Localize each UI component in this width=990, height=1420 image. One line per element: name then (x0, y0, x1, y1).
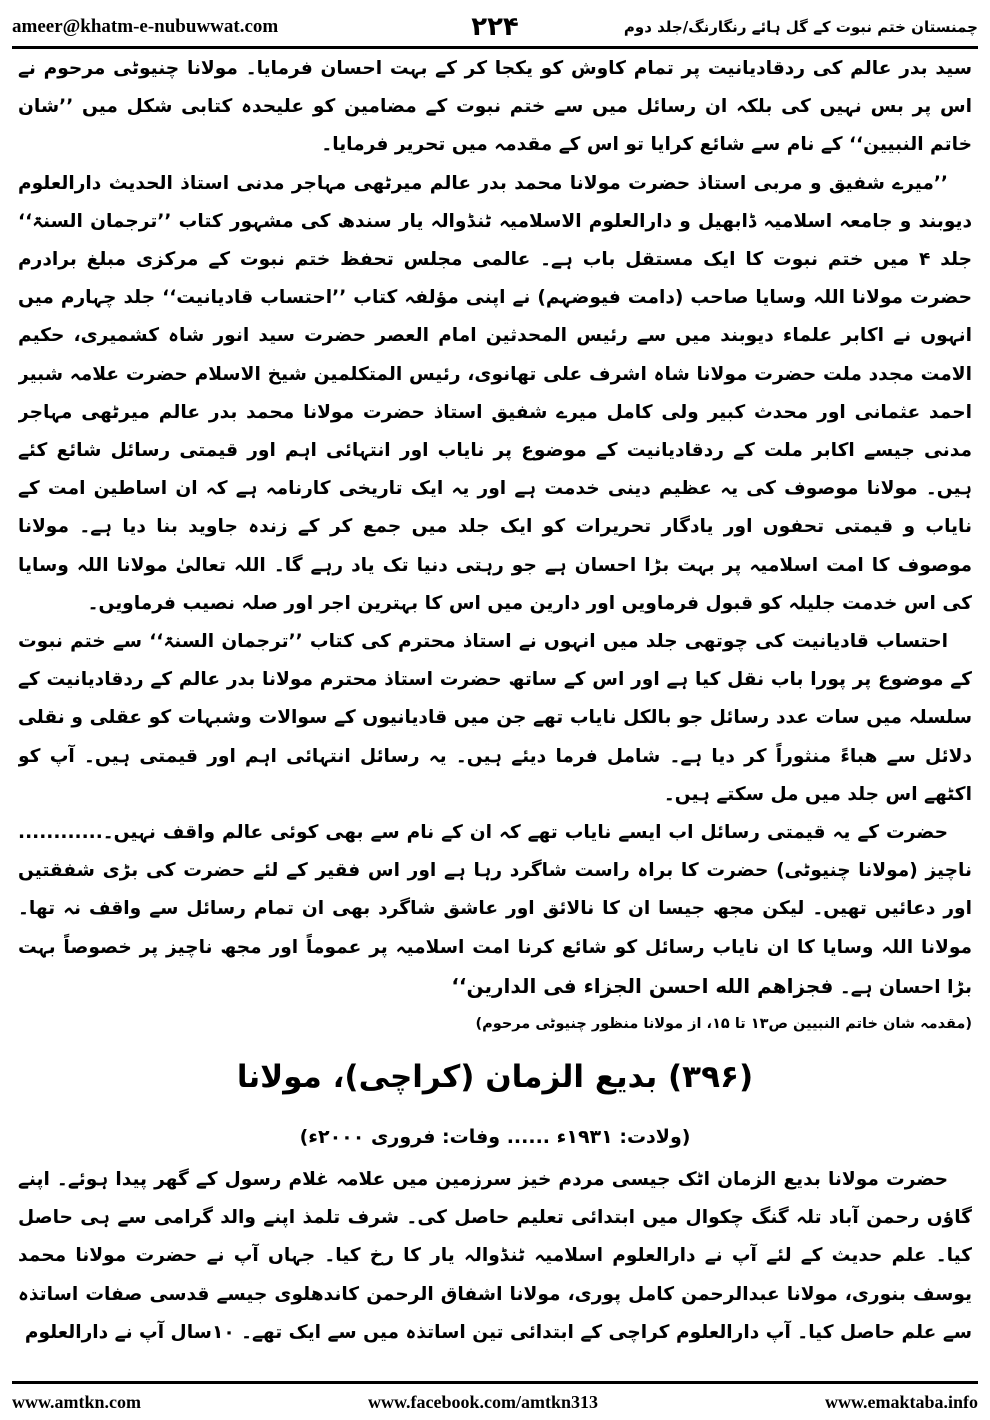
paragraph-rasail-text: حضرت کے یہ قیمتی رسائل اب ایسے نایاب تھے کہ ان کے نام سے بھی کوئی عالم واقف نہیں۔............ ناچیز (مولانا چنیوٹی) حضرت کا براہ راست شاگرد رہا ہے اور اس فقیر کے لئے حضرت کی بڑی شفقتیں اور دعائیں تھیں۔ لیکن مجھ جیسا ان کا نالائق اور عاشق شاگرد بھی ان تمام رسائل سے واقف نہ تھا۔ مولانا اللہ وسایا کا ان نایاب رسائل کو شائع کرنا امت اسلامیہ پر عموماً اور مجھ ناچیز پر خصوصاً بہت بڑا احسان ہے۔ (18, 822, 972, 998)
birth-death-dates: (ولادت: ۱۹۳۱ء ...... وفات: فروری ۲۰۰۰ء) (299, 1126, 691, 1149)
page-number: ۲۲۴ (471, 12, 519, 42)
book-title: چمنستان ختم نبوت کے گل ہائے رنگارنگ/جلد دوم (623, 18, 978, 36)
footer-link-amtkn[interactable]: www.amtkn.com (12, 1391, 141, 1412)
paragraph-intro: سید بدر عالم کی ردقادیانیت پر تمام کاوش کو یکجا کر کے بہت احسان فرمایا۔ مولانا چنیوٹی مرحوم نے اس پر بس نہیں کی بلکہ ان رسائل میں سے ختم نبوت کے مضامین کو علیحدہ کتابی شکل میں ’’شان خاتم النبیین‘‘ کے نام سے شائع کرایا تو اس کے مقدمہ میں تحریر فرمایا۔ (18, 58, 972, 156)
paragraph-biography: حضرت مولانا بدیع الزمان اٹک جیسی مردم خیز سرزمین میں علامہ غلام رسول کے گھر پیدا ہوئے۔ اپنے گاؤں رحمن آباد تلہ گنگ چکوال میں ابتدائی تعلیم حاصل کی۔ شرف تلمذ اپنے والد گرامی سے ہی حاصل کیا۔ علم حدیث کے لئے آپ نے دارالعلوم اسلامیہ ٹنڈوالہ یار کا رخ کیا۔ جہاں آپ نے حضرت مولانا محمد یوسف بنوری، مولانا عبدالرحمن کامل پوری، مولانا اشفاق الرحمن کاندھلوی جیسے قدسی صفات اساتذہ سے علم حاصل کیا۔ آپ دارالعلوم کراچی کے ابتدائی تین اساتذہ میں سے ایک تھے۔ ۱۰سال آپ نے دارالعلوم (18, 1169, 972, 1343)
paragraph-quote: ’’میرے شفیق و مربی استاذ حضرت مولانا محمد بدر عالم میرٹھی مہاجر مدنی استاذ الحدیث دارالعلوم دیوبند و جامعہ اسلامیہ ڈابھیل و دارالعلوم الاسلامیہ ٹنڈوالہ یار سندھ کی مشہور کتاب ’’ترجمان السنۃ‘‘ جلد ۴ میں ختم نبوت کا ایک مستقل باب ہے۔ عالمی مجلس تحفظ ختم نبوت کے مرکزی مبلغ برادرم حضرت مولانا اللہ وسایا صاحب (دامت فیوضہم) نے اپنی مؤلفہ کتاب ’’احتساب قادیانیت‘‘ جلد چہارم میں انہوں نے اکابر علماء دیوبند میں سے رئیس المحدثین امام العصر حضرت سید انور شاہ کشمیری، حکیم الامت مجدد ملت حضرت مولانا شاہ اشرف علی تھانوی، رئیس المتکلمین شیخ الاسلام حضرت علامہ شبیر احمد عثمانی اور محدث کبیر ولی کامل میرے شفیق استاذ حضرت مولانا محمد بدر عالم میرٹھی مہاجر مدنی جیسے اکابر ملت کے ردقادیانیت کے موضوع پر نایاب اور انتہائی اہم اور قیمتی رسائل شائع کئے ہیں۔ مولانا موصوف کی یہ عظیم دینی خدمت ہے اور یہ ایک تاریخی کارنامہ ہے کہ ان اساطین امت کے نایاب و قیمتی تحفوں اور یادگار تحریرات کو ایک جلد میں جمع کر کے زندہ جاوید بنا دیا ہے۔ مولانا موصوف کا امت اسلامیہ پر بہت بڑا احسان ہے جو رہتی دنیا تک یاد رہے گا۔ اللہ تعالیٰ مولانا اللہ وسایا کی اس خدمت جلیلہ کو قبول فرماویں اور دارین میں اس کا بہترین اجر اور صلہ نصیب فرماویں۔ (18, 172, 972, 614)
footer-link-facebook[interactable]: www.facebook.com/amtkn313 (367, 1391, 598, 1412)
arabic-dua: فجزاهم الله احسن الجزاء فی الدارین‘‘ (451, 973, 834, 998)
header-email: ameer@khatm-e-nubuwwat.com (12, 16, 279, 37)
paragraph-ihtisab: احتساب قادیانیت کی چوتھی جلد میں انہوں نے استاذ محترم کی کتاب ’’ترجمان السنۃ‘‘ سے ختم نبوت کے موضوع پر پورا باب نقل کیا ہے اور اس کے ساتھ حضرت استاذ محترم مولانا بدر عالم کے ردقادیانیت کے سلسلہ میں سات عدد رسائل جو بالکل نایاب تھے جن میں قادیانیوں کے سوالات وشبہات کو عقلی و نقلی دلائل سے ھباءً منثوراً کر دیا ہے۔ شامل فرما دیئے ہیں۔ یہ رسائل انتہائی اہم اور قیمتی ہیں۔ آپ کو اکٹھے اس جلد میں مل سکتے ہیں۔ (18, 631, 972, 805)
page-body (18, 50, 972, 1382)
footer-link-emaktaba[interactable]: www.emaktaba.info (824, 1391, 978, 1412)
page-header (12, 8, 978, 49)
section-heading: (۳۹۶) بدیع الزمان (کراچی)، مولانا (236, 1059, 754, 1096)
paragraph-rasail (18, 814, 972, 1007)
citation: (مقدمہ شان خاتم النبیین ص۱۳ تا ۱۵، از مولانا منظور چنیوٹی مرحوم) (475, 1016, 972, 1033)
page-footer (12, 1381, 978, 1420)
